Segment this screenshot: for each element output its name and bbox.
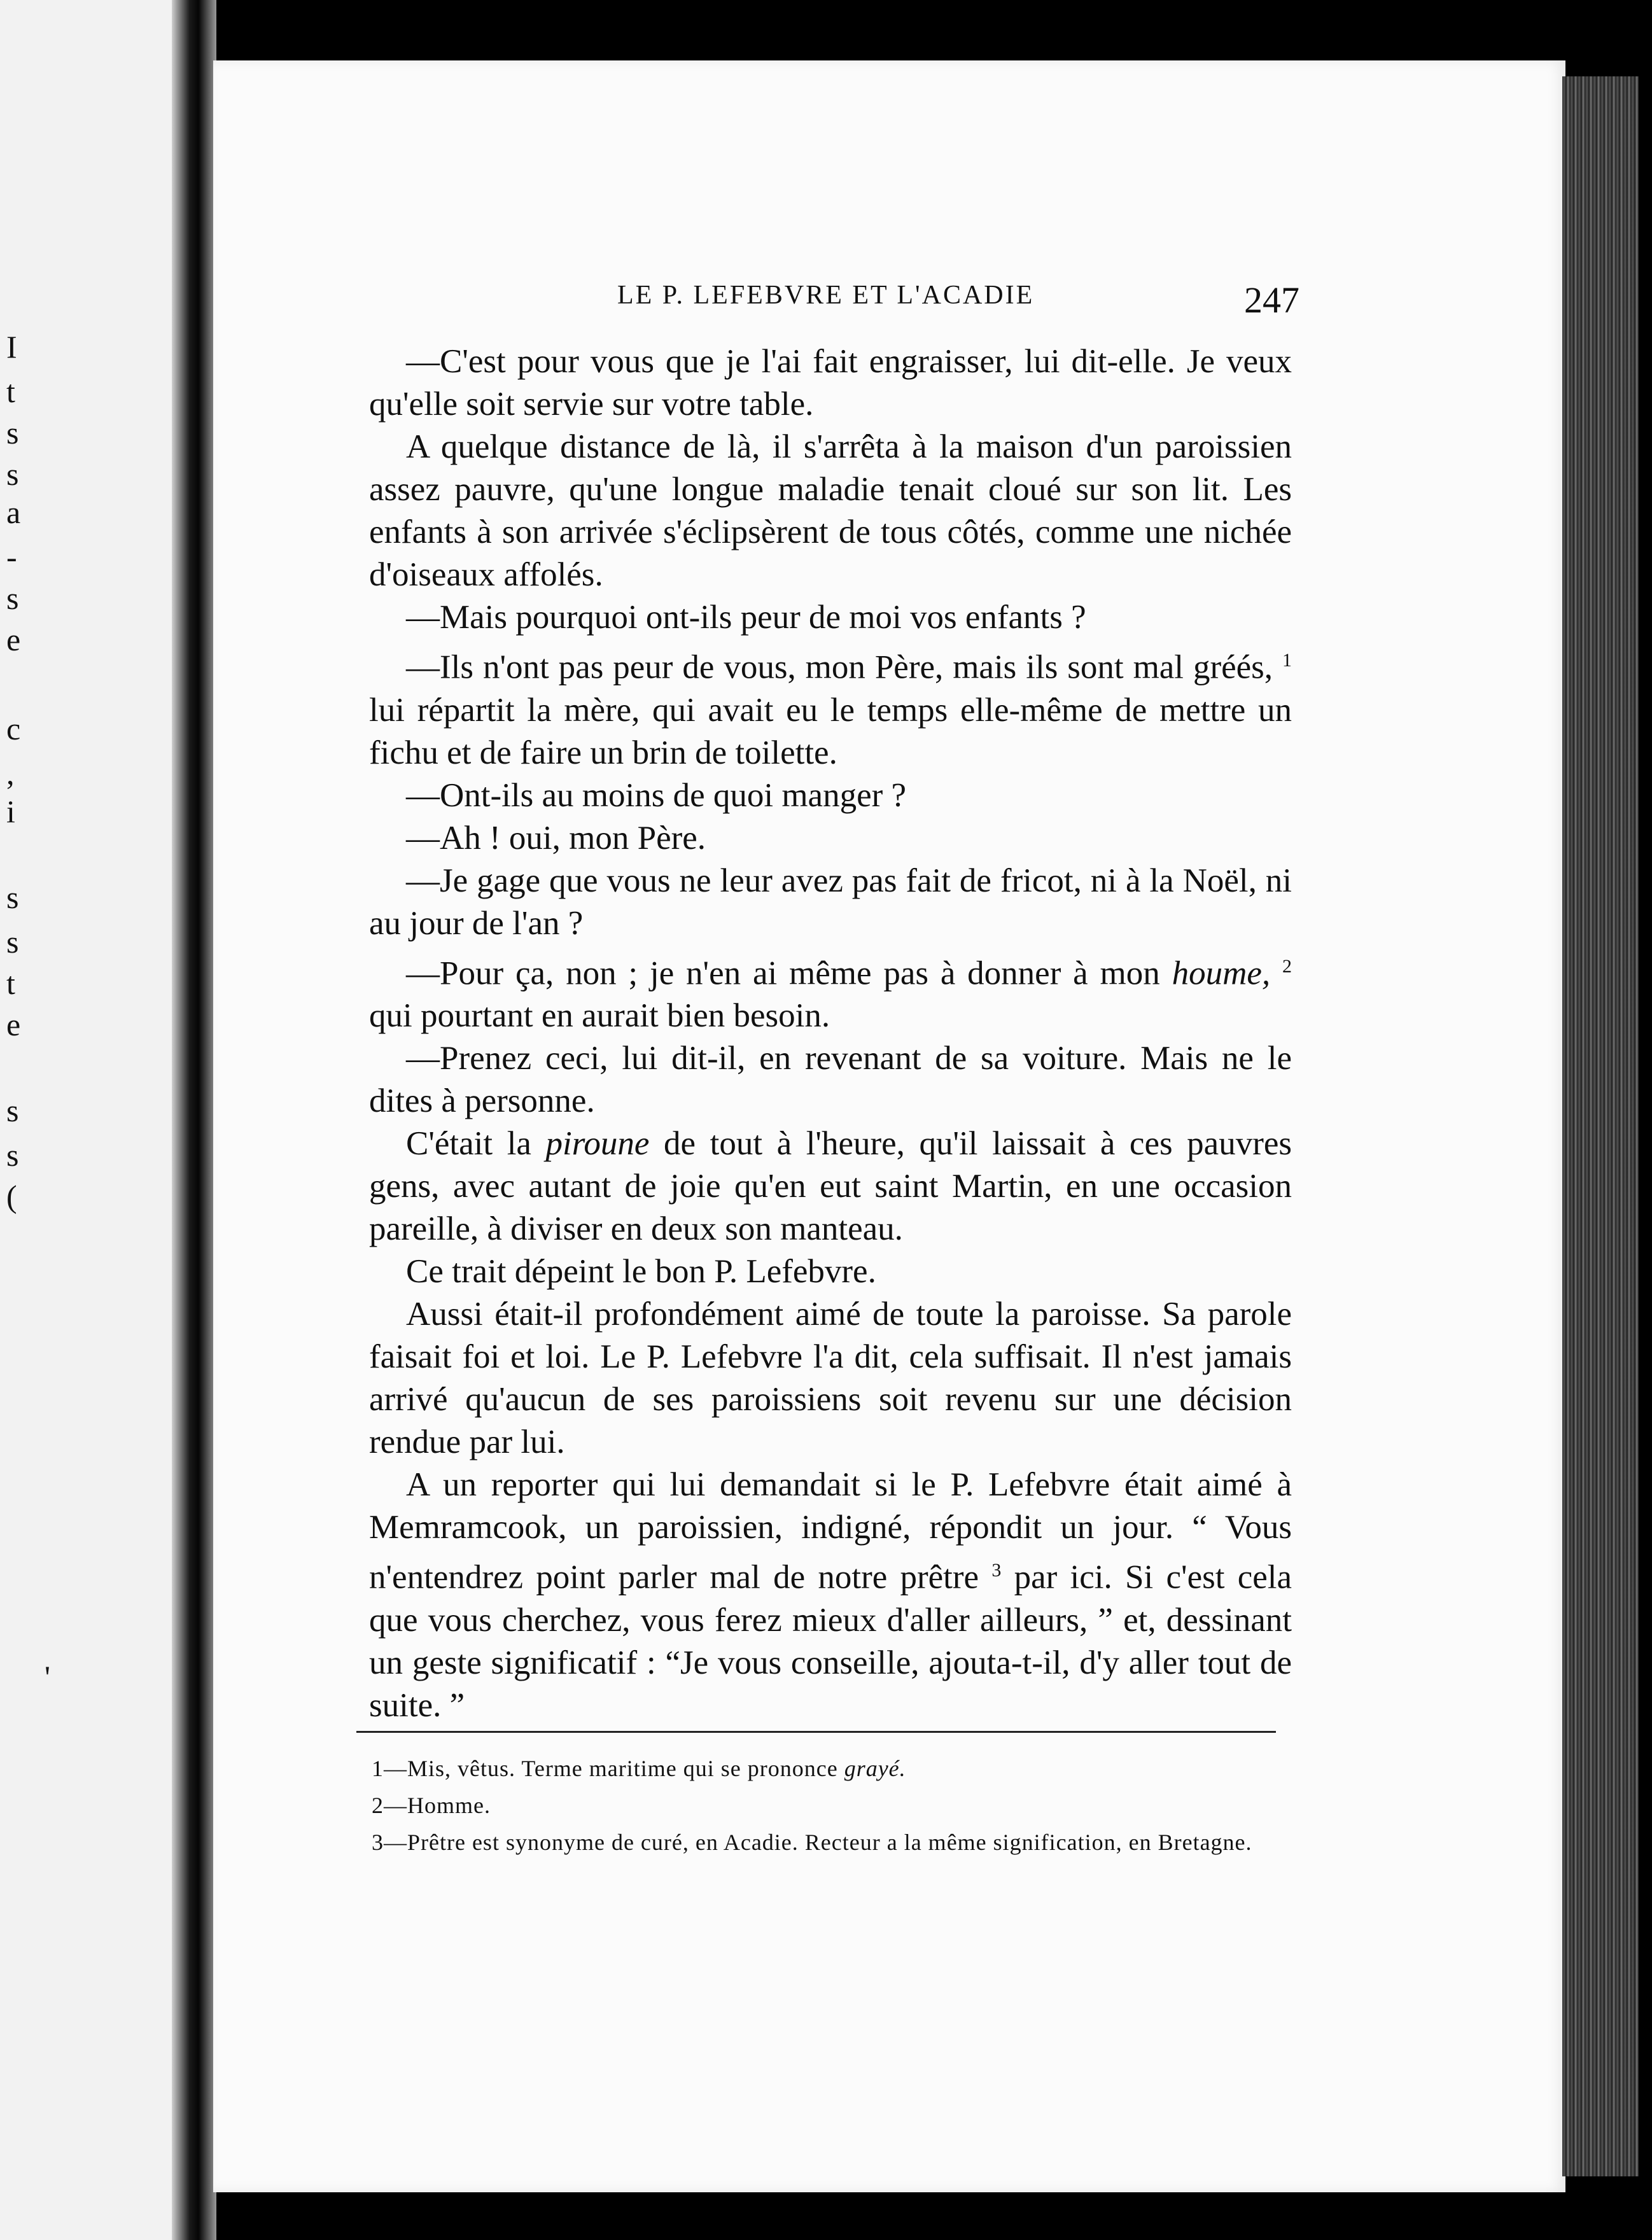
left-fragment: s <box>6 415 19 451</box>
paragraph: A quelque distance de là, il s'arrêta à la maison d'un paroissien assez pauvre, qu'une longue maladie tenait cloué sur son lit. Les enfants à son arrivée s'éclipsèrent de tous côtés, comme une nichée d'oiseaux affolés. <box>369 428 1292 593</box>
paragraph: Aussi était-il profondément aimé de toute la paroisse. Sa parole faisait foi et loi. Le P. Lefebvre l'a dit, cela suffisait. Il n'est jamais arrivé qu'aucun de ses paroissiens soit revenu sur une décision rendue par lui. <box>369 1296 1292 1461</box>
paragraph <box>369 639 1292 774</box>
footnote-ref: 2 <box>1282 955 1292 977</box>
paragraph: —Prenez ceci, lui dit-il, en revenant de sa voiture. Mais ne le dites à personne. <box>369 1040 1292 1120</box>
left-fragment: - <box>6 539 17 575</box>
paragraph: —Je gage que vous ne leur avez pas fait de fricot, ni à la Noël, ni au jour de l'an ? <box>369 862 1292 942</box>
book-gutter <box>172 0 216 2240</box>
body-text <box>369 340 1292 1727</box>
text-run: —Ils n'ont pas peur de vous, mon Père, mais ils sont mal gréés, <box>406 648 1273 686</box>
paragraph <box>369 945 1292 1038</box>
footnote-3: 3—Prêtre est synonyme de curé, en Acadie. Recteur a la même signification, en Bretagne. <box>372 1830 1252 1855</box>
running-title: LE P. LEFEBVRE ET L'ACADIE <box>617 281 1035 310</box>
paragraph: —Ah ! oui, mon Père. <box>406 819 706 857</box>
left-fragment: s <box>6 456 19 492</box>
footnote-text: 1—Mis, vêtus. Terme maritime qui se prononce <box>372 1756 844 1781</box>
left-fragment: s <box>6 580 19 616</box>
left-fragment: t <box>6 965 15 1001</box>
footnotes <box>356 1753 1279 1864</box>
paragraph <box>369 1464 1292 1727</box>
footnote-1 <box>356 1753 1279 1784</box>
text-run: —Pour ça, non ; je n'en ai même pas à donner à mon <box>406 955 1172 992</box>
left-fragment: a <box>6 494 21 530</box>
left-fragment: , <box>6 755 15 791</box>
left-fragment: i <box>6 794 15 829</box>
left-fragment: I <box>6 329 17 365</box>
left-fragment: ' <box>45 1659 51 1695</box>
left-fragment: s <box>6 879 19 915</box>
text-run: par ici. Si c'est cela que vous cherchez, vous ferez mieux d'aller ailleurs, ” et, dessinant un geste significatif : “Je vous conseille, ajouta-t-il, d'y aller tout de suite. ” <box>369 1558 1292 1724</box>
paragraph <box>369 1123 1292 1250</box>
left-fragment: s <box>6 1137 19 1173</box>
italic-word: grayé. <box>844 1756 906 1781</box>
left-fragment: e <box>6 622 21 657</box>
italic-word: houme, <box>1172 955 1271 992</box>
paragraph: —C'est pour vous que je l'ai fait engraisser, lui dit-elle. Je veux qu'elle soit servie sur votre table. <box>369 343 1292 423</box>
left-fragment: s <box>6 924 19 960</box>
text-run: C'était la <box>406 1125 546 1163</box>
footnote-2: 2—Homme. <box>372 1793 491 1818</box>
left-fragment: e <box>6 1007 21 1042</box>
left-fragment: t <box>6 374 15 409</box>
left-fragment: s <box>6 1093 19 1128</box>
text-run: A un reporter qui lui demandait si le P. Lefebvre était aimé à Memramcook, un paroissien, indigné, répondit un jour. “ Vous n'entendrez point parler mal de notre prêtre <box>369 1466 1292 1596</box>
paragraph: —Ont-ils au moins de quoi manger ? <box>406 776 907 814</box>
page-edge <box>1562 76 1639 2176</box>
left-fragment: ( <box>6 1179 17 1214</box>
page-number: 247 <box>1244 279 1299 321</box>
text-run: qui pourtant en aurait bien besoin. <box>369 997 830 1035</box>
paragraph: Ce trait dépeint le bon P. Lefebvre. <box>406 1253 876 1291</box>
left-fragment: c <box>6 711 21 746</box>
text-run: de tout à l'heure, qu'il laissait à ces pauvres gens, avec autant de joie qu'en eut saint Martin, en une occasion pareille, à diviser en deux son manteau. <box>369 1125 1292 1248</box>
left-page-sliver <box>0 0 185 2240</box>
footnote-divider <box>356 1731 1276 1733</box>
paragraph: —Mais pourquoi ont-ils peur de moi vos enfants ? <box>406 599 1086 636</box>
footnote-ref: 1 <box>1282 650 1292 671</box>
footnote-ref: 3 <box>991 1560 1002 1581</box>
italic-word: piroune <box>545 1125 650 1163</box>
text-run: lui répartit la mère, qui avait eu le temps elle-même de mettre un fichu et de faire un brin de toilette. <box>369 691 1292 771</box>
